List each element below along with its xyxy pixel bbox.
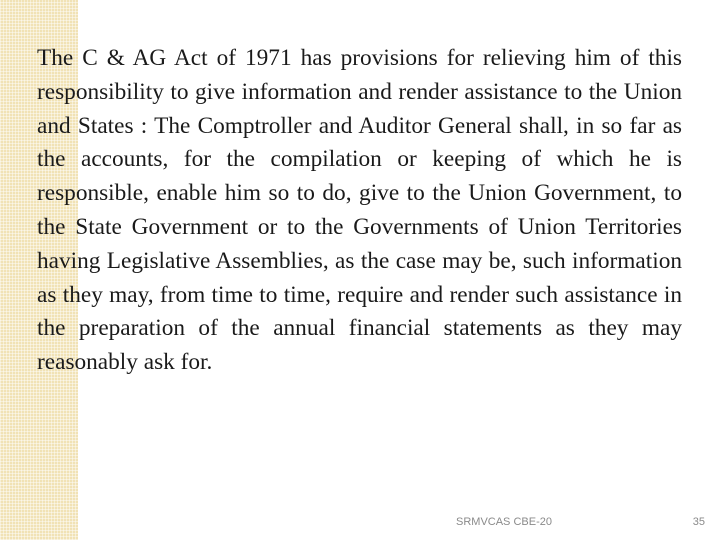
slide-body-text: The C & AG Act of 1971 has provisions for relieving him of this responsibility to give information and render assistance to the Union and States : The Comptroller and Auditor General shall, in so far as the accounts, for the compilation or keeping of which he is responsible, enable him so to do, give to the Union Government, to the State Government or to the Governments of Union Territories having Legislative Assemblies, as the case may be, such information as they may, from time to time, require and render such assistance in the preparation of the annual financial statements as they may reasonably ask for. xyxy=(37,45,682,376)
footer-source-label: SRMVCAS CBE-20 xyxy=(456,516,552,528)
page-number: 35 xyxy=(692,516,705,528)
